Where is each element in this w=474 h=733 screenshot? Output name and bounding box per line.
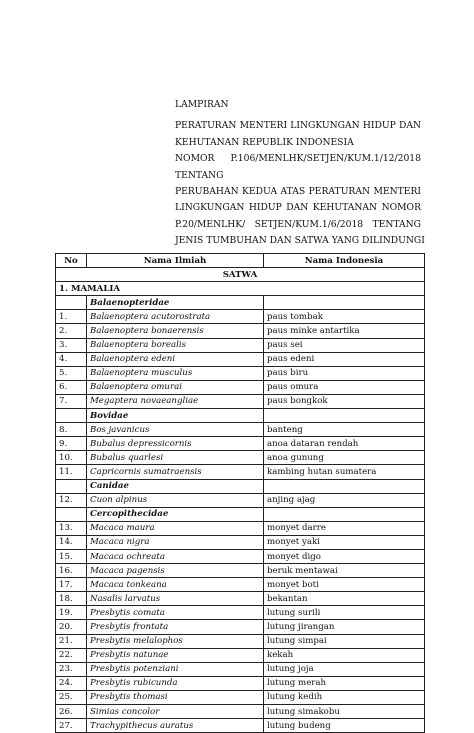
document-header — [175, 97, 425, 250]
table-row: 10. Bubalus quarlesi anoa gunung — [56, 451, 425, 465]
table-row: 25. Presbytis thomasi lutung kedih — [56, 690, 425, 704]
subject-line-3: P.20/MENLHK/ SETJEN/KUM.1/6/2018 TENTANG — [175, 218, 421, 230]
species-table — [55, 253, 425, 733]
regulation-title-line-2: KEHUTANAN REPUBLIK INDONESIA — [175, 136, 354, 148]
table-row: 24. Presbytis rubicunda lutung merah — [56, 676, 425, 690]
table-row: 13. Macaca maura monyet darre — [56, 521, 425, 535]
subject-line-1: PERUBAHAN KEDUA ATAS PERATURAN MENTERI — [175, 186, 421, 198]
table-row: 21. Presbytis melalophos lutung simpai — [56, 634, 425, 648]
family-row — [56, 479, 425, 493]
table-row: 8. Bos javanicus banteng — [56, 423, 425, 437]
table-row: 4. Balaenoptera edeni paus edeni — [56, 352, 425, 366]
family-name: Cercopithecidae — [87, 507, 264, 521]
tentang-label: TENTANG — [175, 169, 224, 181]
table-row: 16. Macaca pagensis beruk mentawai — [56, 564, 425, 578]
table-row: 2. Balaenoptera bonaerensis paus minke antartika — [56, 324, 425, 338]
table-row: 6. Balaenoptera omurai paus omura — [56, 380, 425, 394]
group-row — [56, 282, 425, 296]
family-name: Canidae — [87, 479, 264, 493]
family-row — [56, 409, 425, 423]
subject-line-2: LINGKUNGAN HIDUP DAN KEHUTANAN NOMOR — [175, 202, 421, 214]
group-title: 1. MAMALIA — [56, 282, 425, 296]
table-row: 9. Bubalus depressicornis anoa dataran rendah — [56, 437, 425, 451]
table-row: 20. Presbytis frontata lutung jirangan — [56, 620, 425, 634]
lampiran-label: LAMPIRAN — [175, 99, 229, 110]
table-row: 19. Presbytis comata lutung surili — [56, 606, 425, 620]
table-row: 17. Macaca tonkeana monyet boti — [56, 578, 425, 592]
family-row — [56, 296, 425, 310]
header-no: No — [56, 254, 87, 268]
table-row: 18. Nasalis larvatus bekantan — [56, 592, 425, 606]
header-indonesian-name: Nama Indonesia — [264, 254, 425, 268]
table-row: 22. Presbytis natunae kekah — [56, 648, 425, 662]
table-row: 15. Macaca ochreata monyet digo — [56, 549, 425, 563]
table-row: 12. Cuon alpinus anjing ajag — [56, 493, 425, 507]
regulation-title-line-1: PERATURAN MENTERI LINGKUNGAN HIDUP DAN — [175, 120, 421, 132]
table-row: 27. Trachypithecus auratus lutung budeng — [56, 719, 425, 733]
family-row — [56, 507, 425, 521]
regulation-number: NOMOR P.106/MENLHK/SETJEN/KUM.1/12/2018 — [175, 153, 421, 165]
header-scientific-name: Nama Ilmiah — [87, 254, 264, 268]
section-row — [56, 268, 425, 282]
table-row: 26. Simias concolor lutung simakobu — [56, 705, 425, 719]
table-row: 1. Balaenoptera acutorostrata paus tombak — [56, 310, 425, 324]
subject-line-4: JENIS TUMBUHAN DAN SATWA YANG DILINDUNGI — [175, 235, 425, 247]
family-name: Bovidae — [87, 409, 264, 423]
table-row: 7. Megaptera novaeangliae paus bongkok — [56, 394, 425, 408]
table-header-row — [56, 254, 425, 268]
table-row: 3. Balaenoptera borealis paus sei — [56, 338, 425, 352]
table-row: 11. Capricornis sumatraensis kambing hutan sumatera — [56, 465, 425, 479]
table-row: 23. Presbytis potenziani lutung joja — [56, 662, 425, 676]
table-row: 5. Balaenoptera musculus paus biru — [56, 366, 425, 380]
family-name: Balaenopteridae — [87, 296, 264, 310]
section-title: SATWA — [56, 268, 425, 282]
table-row: 14. Macaca nigra monyet yaki — [56, 535, 425, 549]
